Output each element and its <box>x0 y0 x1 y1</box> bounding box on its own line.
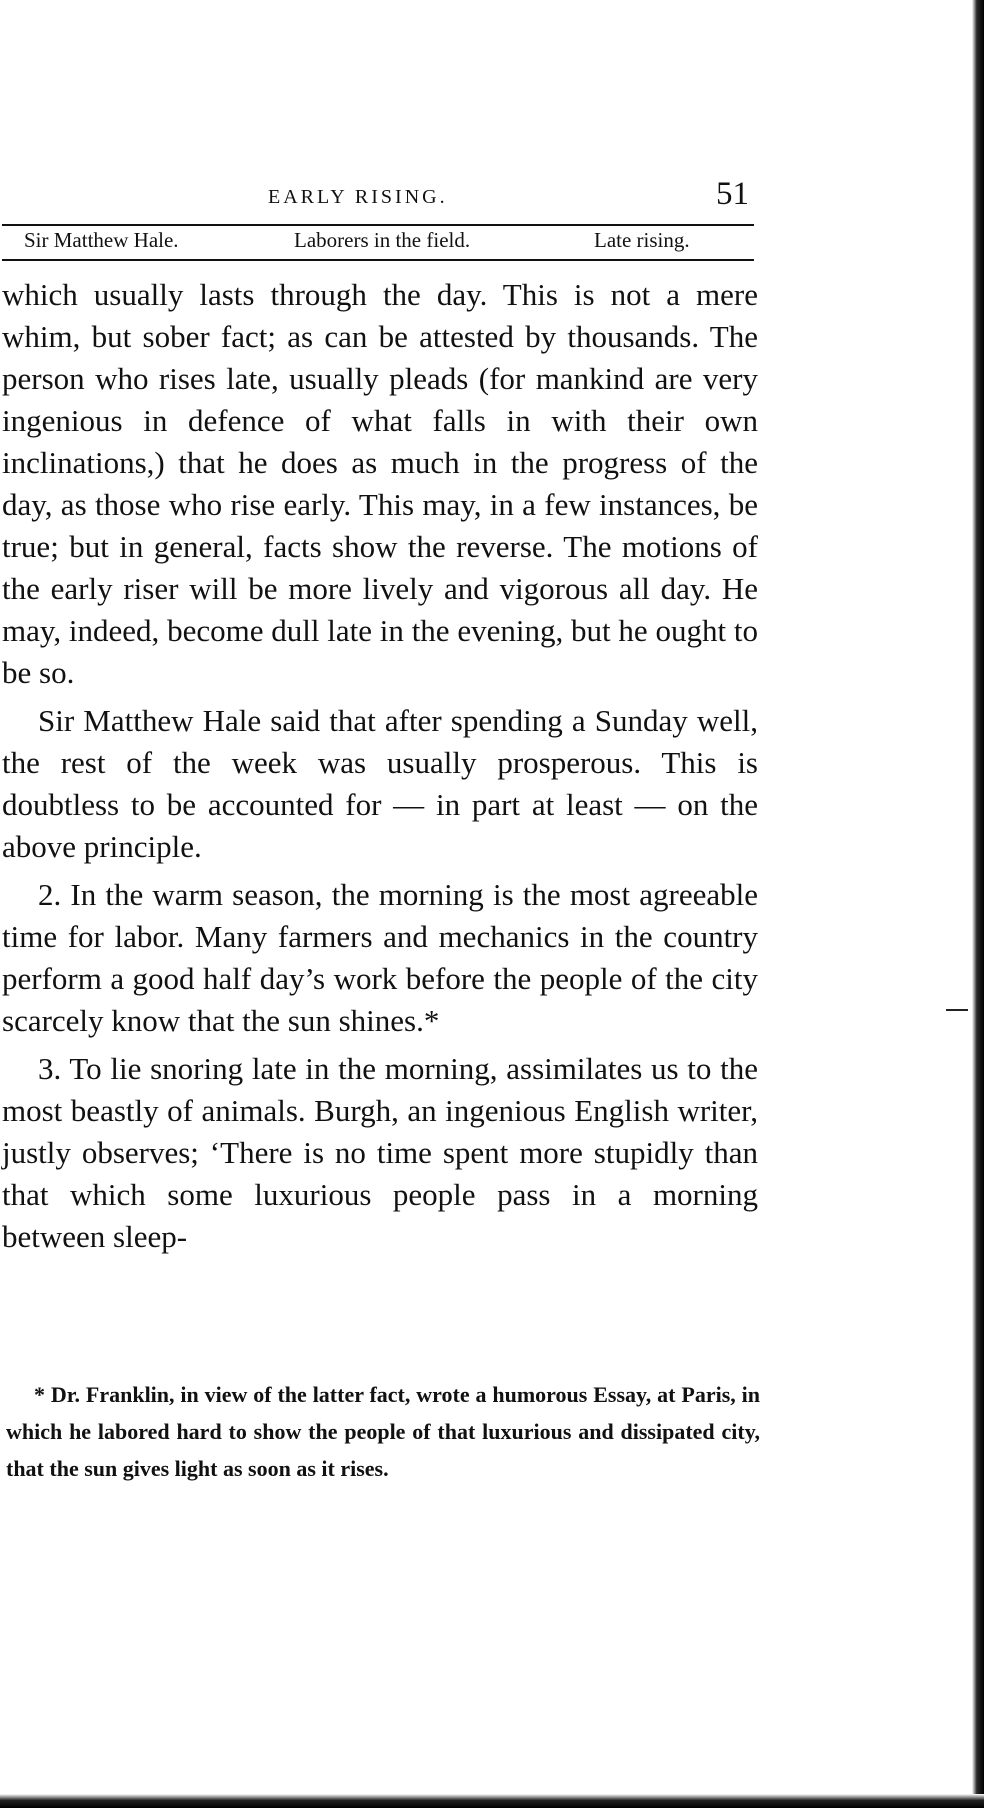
header-rule-top <box>2 224 754 226</box>
paragraph-continuation: which usually lasts through the day. This is not a mere whim, but sober fact; as can be attested by thousands. The person who rises late, usually pleads (for mankind are very ingenious in defence of what falls in with their own inclinations,) that he does as much in the progress of the day, as those who rise early. This may, in a few instances, be true; but in general, facts show the reverse. The motions of the early riser will be more lively and vigorous all day. He may, indeed, become dull late in the evening, but he ought to be so. <box>2 277 758 690</box>
header-rule-bottom <box>2 259 754 261</box>
body-text <box>2 274 758 1264</box>
topic-headings <box>24 228 734 258</box>
page-edge-right <box>972 0 984 1808</box>
paragraph-point-3: 3. To lie snoring late in the morning, assimilates us to the most beastly of animals. Burgh, an ingenious English writer, justly observes; ‘There is no time spent more stupidly than that which some luxurious people pass in a morning between sleep- <box>2 1051 758 1254</box>
topic-heading-1: Sir Matthew Hale. <box>24 228 179 252</box>
footnote <box>6 1376 760 1487</box>
running-title: EARLY RISING. <box>268 186 448 208</box>
paragraph-matthew-hale: Sir Matthew Hale said that after spending a Sunday well, the rest of the week was usually prosperous. This is doubtless to be accounted for — in part at least — on the above principle. <box>2 703 758 864</box>
margin-mark <box>946 1009 968 1011</box>
running-head <box>0 176 760 226</box>
paragraph-point-2: 2. In the warm season, the morning is the most agreeable time for labor. Many farmers and mechanics in the country perform a good half day’s work before the people of the city scarcely know that the sun shines.* <box>2 877 758 1038</box>
page-edge-bottom <box>0 1794 984 1808</box>
topic-heading-2: Laborers in the field. <box>294 228 471 252</box>
footnote-text: * Dr. Franklin, in view of the latter fact, wrote a humorous Essay, at Paris, in which he labored hard to show the people of that luxurious and dissipated city, that the sun gives light as soon as it rises. <box>6 1382 760 1481</box>
topic-heading-3: Late rising. <box>594 228 690 252</box>
page-number: 51 <box>716 176 749 212</box>
